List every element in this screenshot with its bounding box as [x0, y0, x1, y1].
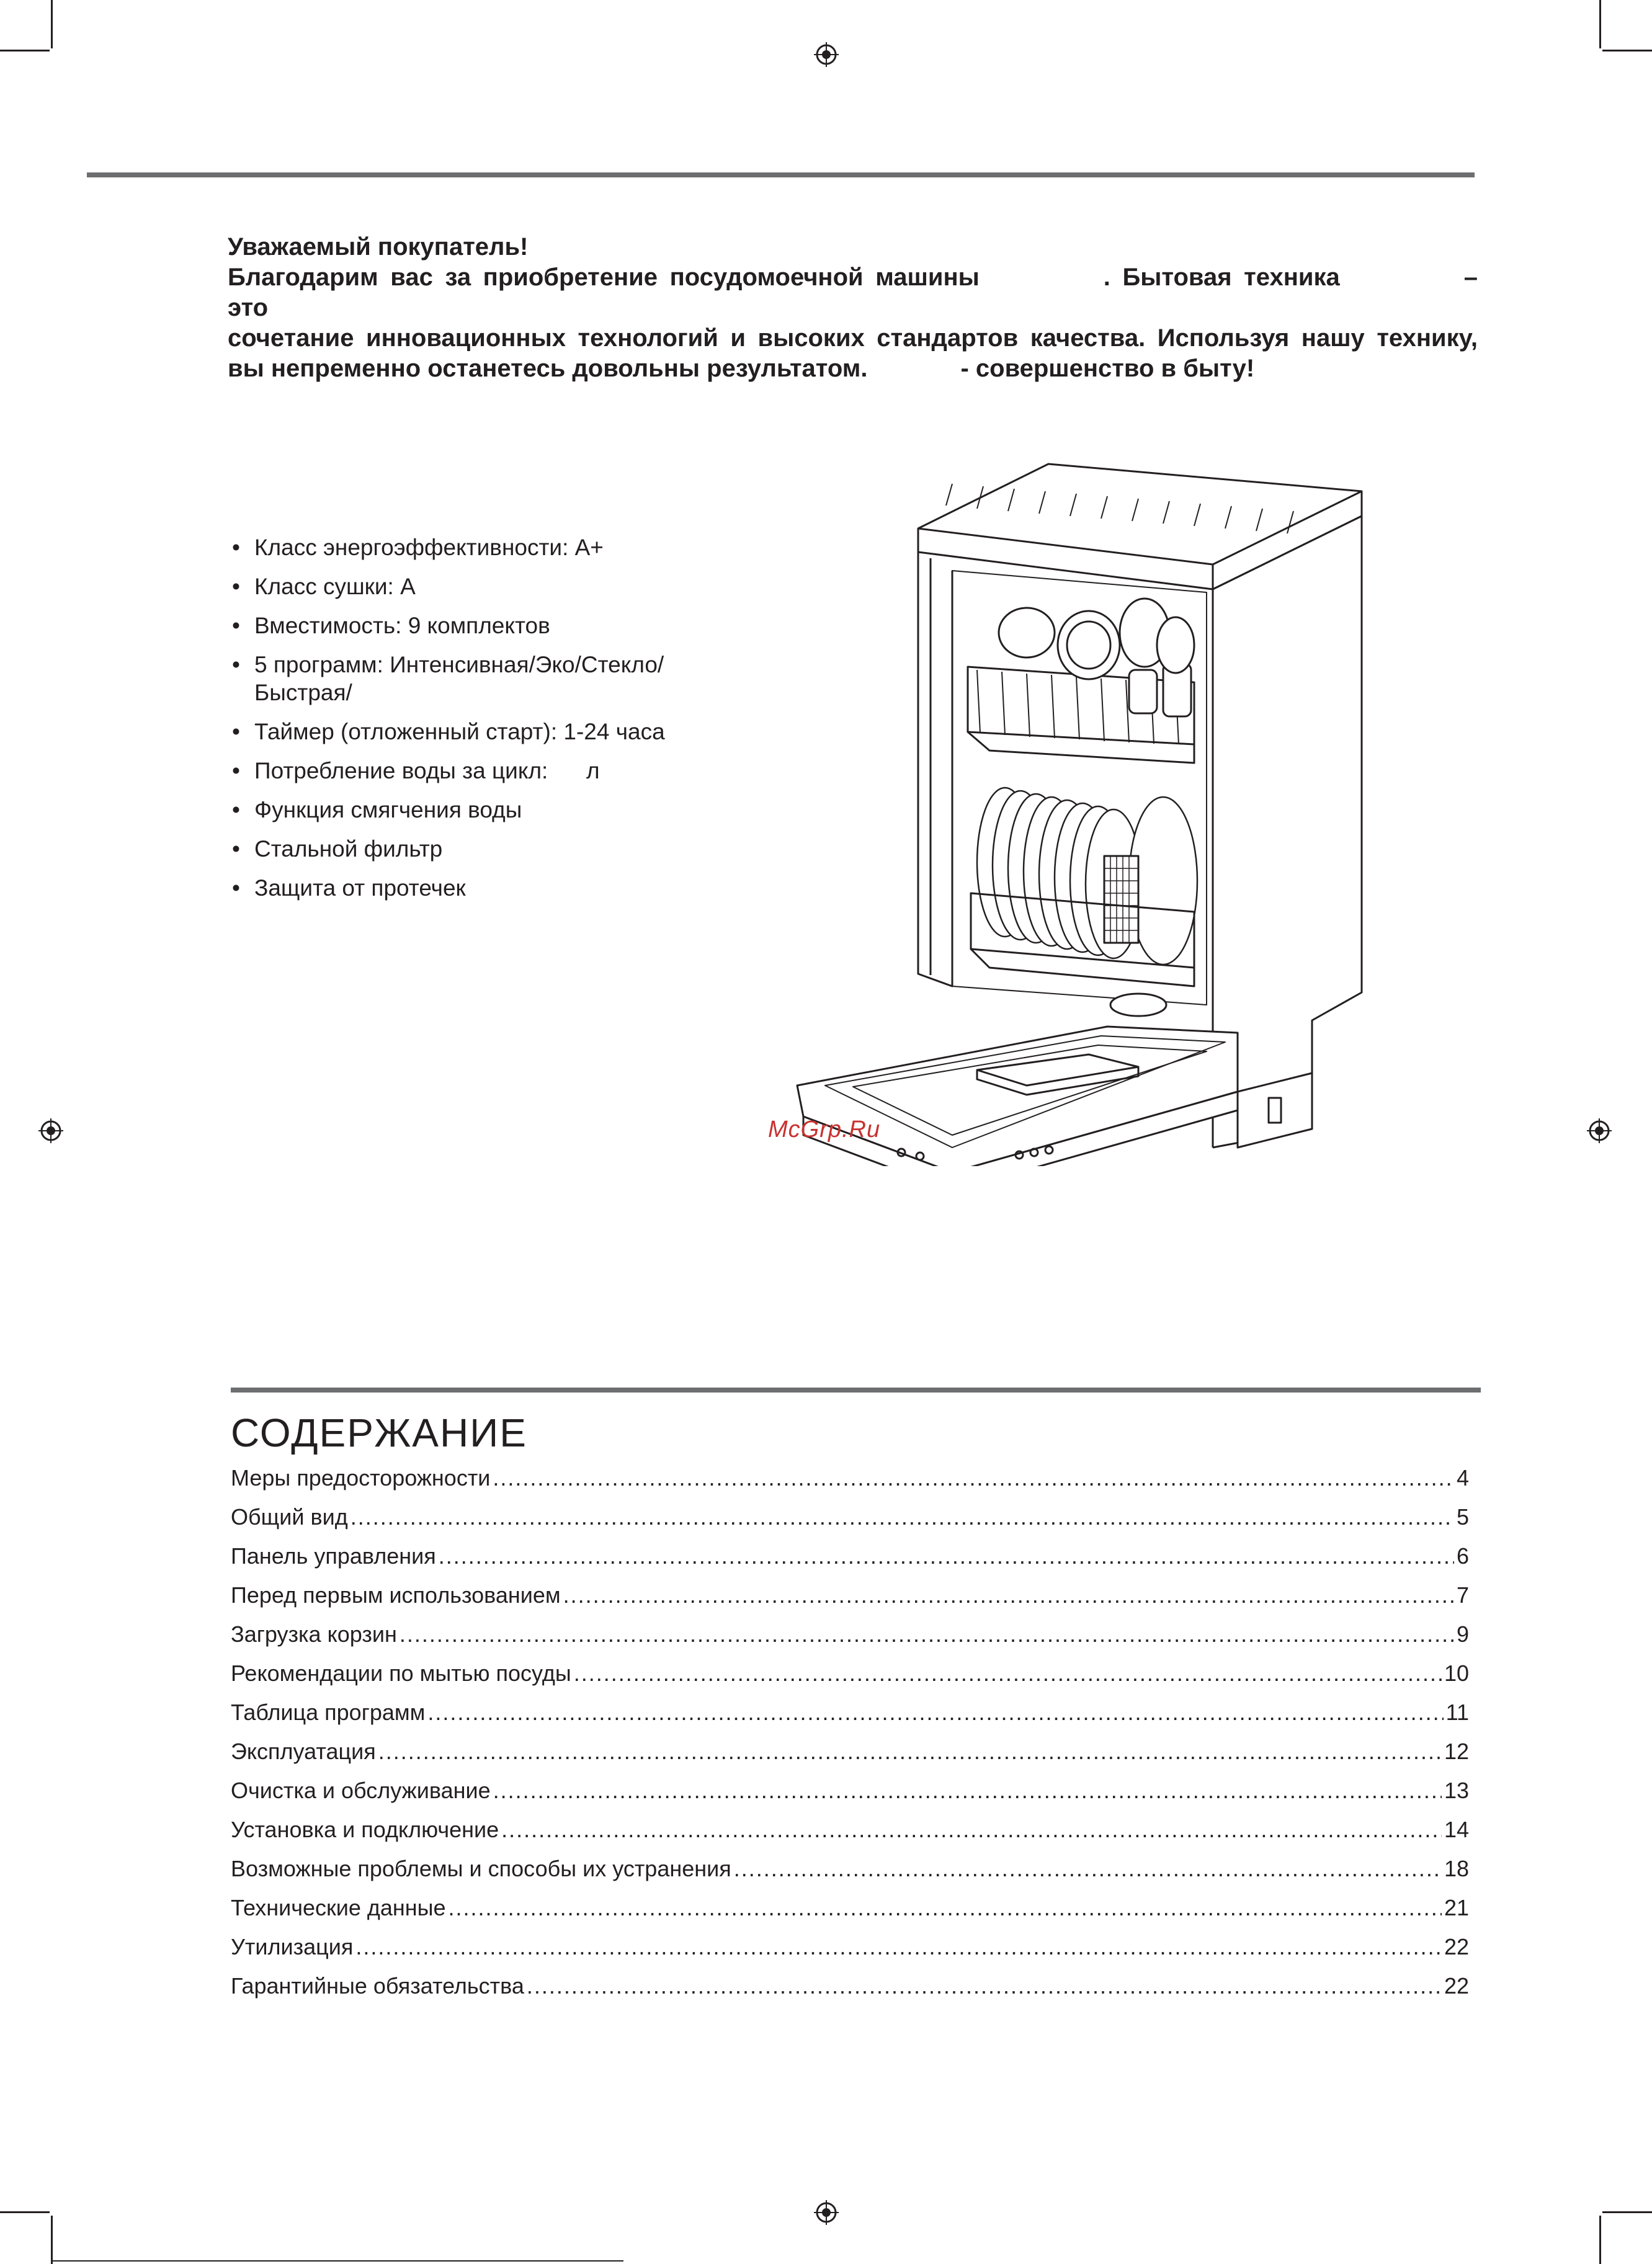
- dishwasher-illustration: [766, 459, 1386, 1166]
- feature-list: [231, 533, 727, 913]
- crop-mark-icon: [0, 2211, 50, 2213]
- toc-item[interactable]: Загрузка корзин ..... 9: [231, 1621, 1469, 1660]
- toc-item[interactable]: Технические данные ..... 21: [231, 1895, 1469, 1934]
- intro-line-1: Благодарим вас за приобретение посудомоечной машины . Бытовая техника – это: [228, 264, 1478, 321]
- toc-item[interactable]: Меры предосторожности ..... 4: [231, 1465, 1469, 1504]
- crop-mark-icon: [1602, 2211, 1652, 2213]
- crop-mark-icon: [1599, 2216, 1601, 2264]
- feature-item: • Вместимость: 9 комплектов: [231, 612, 727, 640]
- crop-mark-icon: [53, 2260, 623, 2262]
- toc-title: СОДЕРЖАНИЕ: [231, 1411, 527, 1455]
- watermark: McGrp.Ru: [768, 1116, 881, 1143]
- crop-mark-icon: [1602, 50, 1652, 51]
- feature-item: • Защита от протечек: [231, 874, 727, 902]
- toc-item[interactable]: Установка и подключение ..... 14: [231, 1817, 1469, 1856]
- feature-item: • Класс энергоэффективности: А+: [231, 533, 727, 561]
- intro-text: [228, 232, 1478, 384]
- greeting: Уважаемый покупатель!: [228, 233, 529, 261]
- registration-mark-icon: [814, 42, 839, 67]
- toc-list: [231, 1465, 1469, 2012]
- toc-item[interactable]: Рекомендации по мытью посуды ..... 10: [231, 1660, 1469, 1700]
- crop-mark-icon: [1599, 0, 1601, 48]
- feature-item: • Функция смягчения воды: [231, 796, 727, 824]
- toc-item[interactable]: Очистка и обслуживание ..... 13: [231, 1778, 1469, 1817]
- contents-rule: [231, 1388, 1481, 1393]
- crop-mark-icon: [51, 2216, 53, 2264]
- registration-mark-icon: [814, 2200, 839, 2225]
- toc-item[interactable]: Утилизация ..... 22: [231, 1934, 1469, 1973]
- intro-line-3: вы непременно останетесь довольны результатом. - совершенство в быту!: [228, 355, 1255, 382]
- feature-item: • 5 программ: Интенсивная/Эко/Стекло/ Быстрая/: [231, 651, 713, 706]
- registration-mark-icon: [38, 1118, 63, 1143]
- feature-item: • Стальной фильтр: [231, 835, 727, 863]
- feature-item: • Таймер (отложенный старт): 1-24 часа: [231, 718, 727, 746]
- toc-item[interactable]: Общий вид ..... 5: [231, 1504, 1469, 1543]
- toc-item[interactable]: Гарантийные обязательства ..... 22: [231, 1973, 1469, 2012]
- toc-item[interactable]: Перед первым использованием ..... 7: [231, 1582, 1469, 1621]
- toc-item[interactable]: Возможные проблемы и способы их устранения ..... 18: [231, 1856, 1469, 1895]
- crop-mark-icon: [0, 50, 50, 51]
- toc-item[interactable]: Эксплуатация ..... 12: [231, 1739, 1469, 1778]
- toc-item[interactable]: Панель управления ..... 6: [231, 1543, 1469, 1582]
- header-rule: [87, 172, 1475, 177]
- feature-item: • Класс сушки: А: [231, 573, 727, 600]
- toc-item[interactable]: Таблица программ ..... 11: [231, 1700, 1469, 1739]
- feature-item: • Потребление воды за цикл: л: [231, 757, 727, 785]
- crop-mark-icon: [51, 0, 53, 48]
- intro-line-2: сочетание инновационных технологий и высоких стандартов качества. Используя нашу технику,: [228, 324, 1478, 352]
- registration-mark-icon: [1587, 1118, 1612, 1143]
